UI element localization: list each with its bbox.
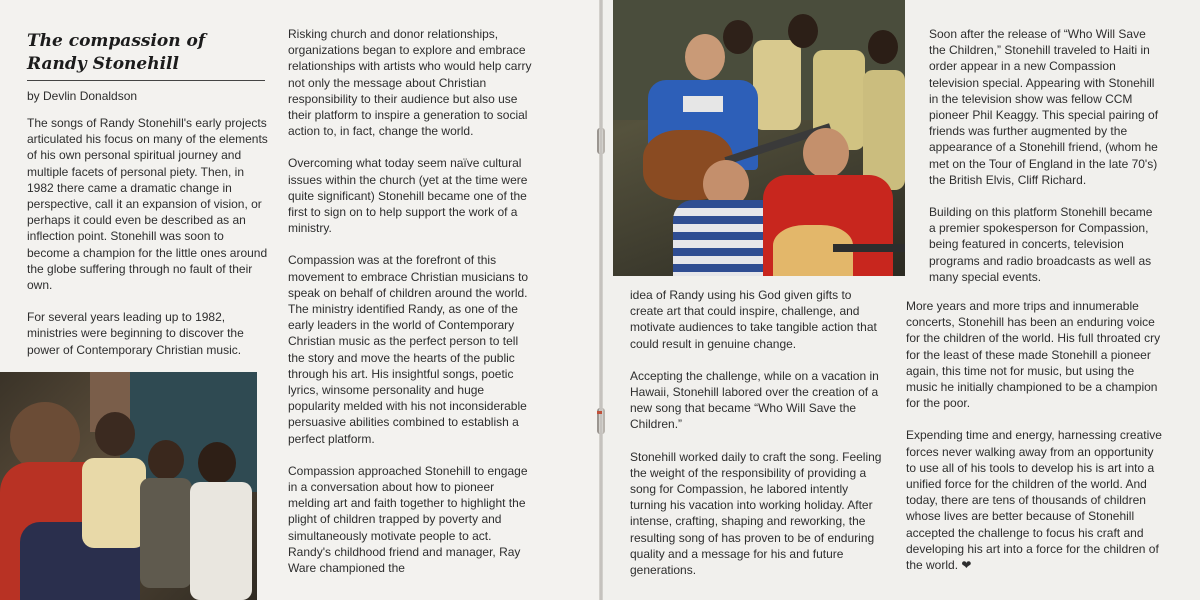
paragraph: Overcoming what today seem naïve cultural issues within the church (yet at the time were quite significant) Stonehill became one of the first to sign on to help support the work of a ministry.: [288, 156, 528, 236]
paragraph: Risking church and donor relationships, organizations began to explore and embrace relationships with artists who would help carry not only the message about Christian responsibility to their audience but also use their platform to inspire a generation to social action to, in fact, change the world.: [288, 27, 532, 139]
paragraph: Compassion approached Stonehill to engage in a conversation about how to pioneer melding art and faith together to highlight the plight of children trapped by poverty and simultaneously motivate people to act. Randy's childhood friend and manager, Ray Ware championed the: [288, 463, 528, 576]
paragraph: For several years leading up to 1982, ministries were beginning to discover the power of Contemporary Christian music.: [27, 310, 244, 357]
staple-bottom: [597, 408, 605, 434]
photo-woman-with-children: [0, 372, 257, 600]
paragraph: Compassion was at the forefront of this movement to embrace Christian musicians to speak on behalf of children around the world. The ministry identified Randy, as one of the early leaders in the world of Contemporary Christian music as the perfect person to tell the story and move the hearts of the public through his art. His insightful songs, poetic lyrics, winsome personality and huge popularity melded with his not inconsiderable persuasive abilities combined to establish a perfect platform.: [288, 253, 529, 446]
column-1: [27, 115, 269, 374]
column-3: [630, 287, 882, 594]
byline: by Devlin Donaldson: [27, 89, 138, 103]
column-2: [288, 26, 534, 592]
article-title: [27, 30, 267, 76]
paragraph: Building on this platform Stonehill became a premier spokesperson for Compassion, being featured in concerts, television programs and radio broadcasts as well as many special events.: [929, 205, 1153, 284]
title-line-2: Randy Stonehill: [27, 54, 179, 74]
photo-musicians-with-children: [613, 0, 905, 276]
paragraph: Accepting the challenge, while on a vacation in Hawaii, Stonehill labored over the creation of a new song that became “Who Will Save the Children.”: [630, 368, 879, 432]
column-4-top: [929, 26, 1161, 301]
paragraph: Expending time and energy, harnessing creative forces never walking away from an opportunity to use all of his tools to develop his is art into a unified force for the children of the world. And today, there are tens of thousands of children whose lives are better because of Stonehill accepted the challenge to focus his craft and developing his art into a force for the children of the world. ❤: [906, 428, 1162, 573]
staple-top: [597, 128, 605, 154]
paragraph: More years and more trips and innumerable concerts, Stonehill has been an enduring voice for the children of the world. His full throated cry for the least of these made Stonehill a pioneer again, this time not for music, but using the music he initially championed to be a champion for the poor.: [906, 299, 1161, 411]
title-line-1: The compassion of: [27, 31, 206, 51]
paragraph: Stonehill worked daily to craft the song. Feeling the weight of the responsibility of providing a song for Compassion, he labored intently turning his vacation into working holiday. After intense, crafting, shaping and reworking, the resulting song of has proven to be of enduring quality and a message for his and future generations.: [630, 449, 882, 578]
paragraph: idea of Randy using his God given gifts to create art that could inspire, challenge, and motivate audiences to take tangible action that could result in genuine change.: [630, 288, 877, 351]
column-4: [906, 298, 1162, 589]
paragraph: The songs of Randy Stonehill's early projects articulated his focus on many of the elements of his own personal spiritual journey and multiple facets of personal piety. Then, in 1982 there came a dramatic change in perspective, call it an expansion of vision, or perhaps it could even be described as an inflection point. Stonehill was soon to become a champion for the little ones around the globe suffering through no fault of their own.: [27, 116, 268, 293]
paragraph: Soon after the release of “Who Will Save the Children,” Stonehill traveled to Haiti in order appear in a new Compassion television special. Appearing with Stonehill in the television show was fellow CCM pioneer Phil Keaggy. This special pairing of friends was further augmented by the appearance of a Stonehill friend, (whom he met on the Tour of England in the late 70's) the British Elvis, Cliff Richard.: [929, 27, 1159, 187]
title-divider: [27, 80, 265, 81]
booklet-spine: [599, 0, 603, 600]
